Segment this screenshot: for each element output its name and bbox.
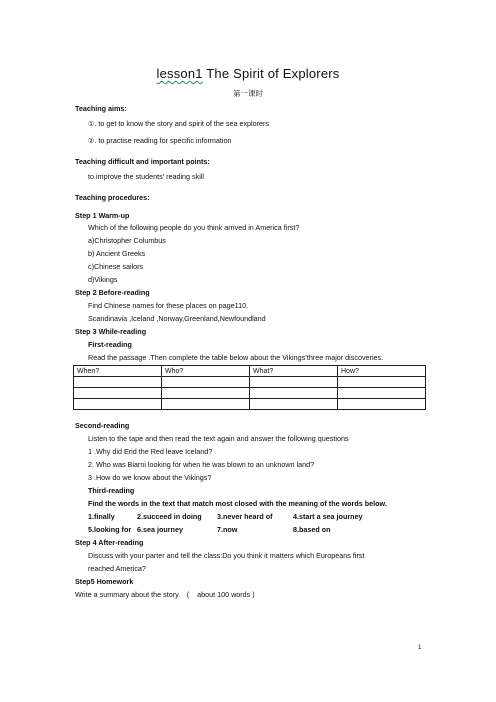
aims-heading: Teaching aims: <box>75 104 127 113</box>
step1-option: c)Chinese sailors <box>88 262 144 271</box>
table-cell[interactable] <box>74 388 162 399</box>
step2-places: Scandinavia ,Iceland ,Norway,Greenland,Newfoundland <box>88 314 266 323</box>
table-row <box>74 377 426 388</box>
third-reading-task: Find the words in the text that match most closed with the meaning of the words below. <box>88 499 387 508</box>
first-reading-task: Read the passage .Then complete the table below about the Vikings’three major discoveries. <box>88 353 384 362</box>
subtitle: 第一课时 <box>233 89 263 98</box>
word-item: 5.looking for <box>88 525 132 534</box>
table-cell[interactable] <box>162 377 250 388</box>
word-list-row-2 <box>88 525 331 534</box>
table-header-cell: What? <box>250 366 338 377</box>
step5-heading: Step5 Homework <box>75 577 134 586</box>
step4-heading: Step 4 After-reading <box>75 538 144 547</box>
difficult-heading: Teaching difficult and important points: <box>75 157 210 166</box>
table-cell[interactable] <box>162 388 250 399</box>
step4-task-line1: Discuss with your parter and tell the class:Do you think it matters which Europeans first <box>88 551 365 560</box>
table-header-cell: How? <box>338 366 426 377</box>
word-list-row-1 <box>88 512 363 521</box>
word-item: 6.sea journey <box>137 525 183 534</box>
table-cell[interactable] <box>74 377 162 388</box>
third-reading-heading: Third-reading <box>88 486 135 495</box>
table-row <box>74 366 426 377</box>
step1-heading: Step 1 Warm-up <box>75 211 130 220</box>
second-reading-question: 3 .How do we know about the Vikings? <box>88 473 212 482</box>
table-cell[interactable] <box>338 388 426 399</box>
step1-option: d)Vikings <box>88 275 118 284</box>
step4-task-line2: reached America? <box>88 564 146 573</box>
word-item: 1.finally <box>88 512 115 521</box>
discoveries-table <box>73 365 426 410</box>
step5-task: Write a summary about the story ( about 100 words ) <box>75 590 255 599</box>
second-reading-question: 2. Who was Biarni looking for when he was blown to an unknown land? <box>88 460 315 469</box>
step1-option: b) Ancient Greeks <box>88 249 146 258</box>
table-header-cell: When? <box>74 366 162 377</box>
first-reading-heading: First-reading <box>88 340 132 349</box>
table-cell[interactable] <box>338 377 426 388</box>
word-item: 3.never heard of <box>217 512 273 521</box>
page-number: 1 <box>418 645 422 651</box>
table-cell[interactable] <box>250 388 338 399</box>
second-reading-heading: Second-reading <box>75 421 130 430</box>
table-cell[interactable] <box>250 377 338 388</box>
second-reading-task: Listen to the tape and then read the text again and answer the following questions <box>88 434 349 443</box>
step1-question: Which of the following people do you think arrived in America first? <box>88 223 300 232</box>
step3-heading: Step 3 While-reading <box>75 327 147 336</box>
page-title <box>0 66 496 81</box>
second-reading-question: 1 .Why did Erid the Red leave Iceland? <box>88 447 213 456</box>
table-cell[interactable] <box>162 399 250 410</box>
title-rest: The Spirit of Explorers <box>202 66 340 81</box>
step1-option: a)Christopher Columbus <box>88 236 166 245</box>
table-row <box>74 388 426 399</box>
table-header-cell: Who? <box>162 366 250 377</box>
table-cell[interactable] <box>250 399 338 410</box>
step2-heading: Step 2 Before-reading <box>75 288 150 297</box>
procedures-heading: Teaching procedures: <box>75 193 150 202</box>
word-item: 8.based on <box>293 525 331 534</box>
step2-task: Find Chinese names for these places on page110. <box>88 301 249 310</box>
table-row <box>74 399 426 410</box>
word-item: 4.start a sea journey <box>293 512 363 521</box>
word-item: 7.now <box>217 525 238 534</box>
title-prefix: lesson1 <box>156 66 203 81</box>
table-cell[interactable] <box>74 399 162 410</box>
word-item: 2.succeed in doing <box>137 512 202 521</box>
difficult-text: to improve the students' reading skill <box>88 172 205 181</box>
aim-item-1: ①. to get to know the story and spirit of the sea explorers <box>88 119 270 128</box>
aim-item-2: ②. to practise reading for specific information <box>88 136 232 145</box>
table-cell[interactable] <box>338 399 426 410</box>
